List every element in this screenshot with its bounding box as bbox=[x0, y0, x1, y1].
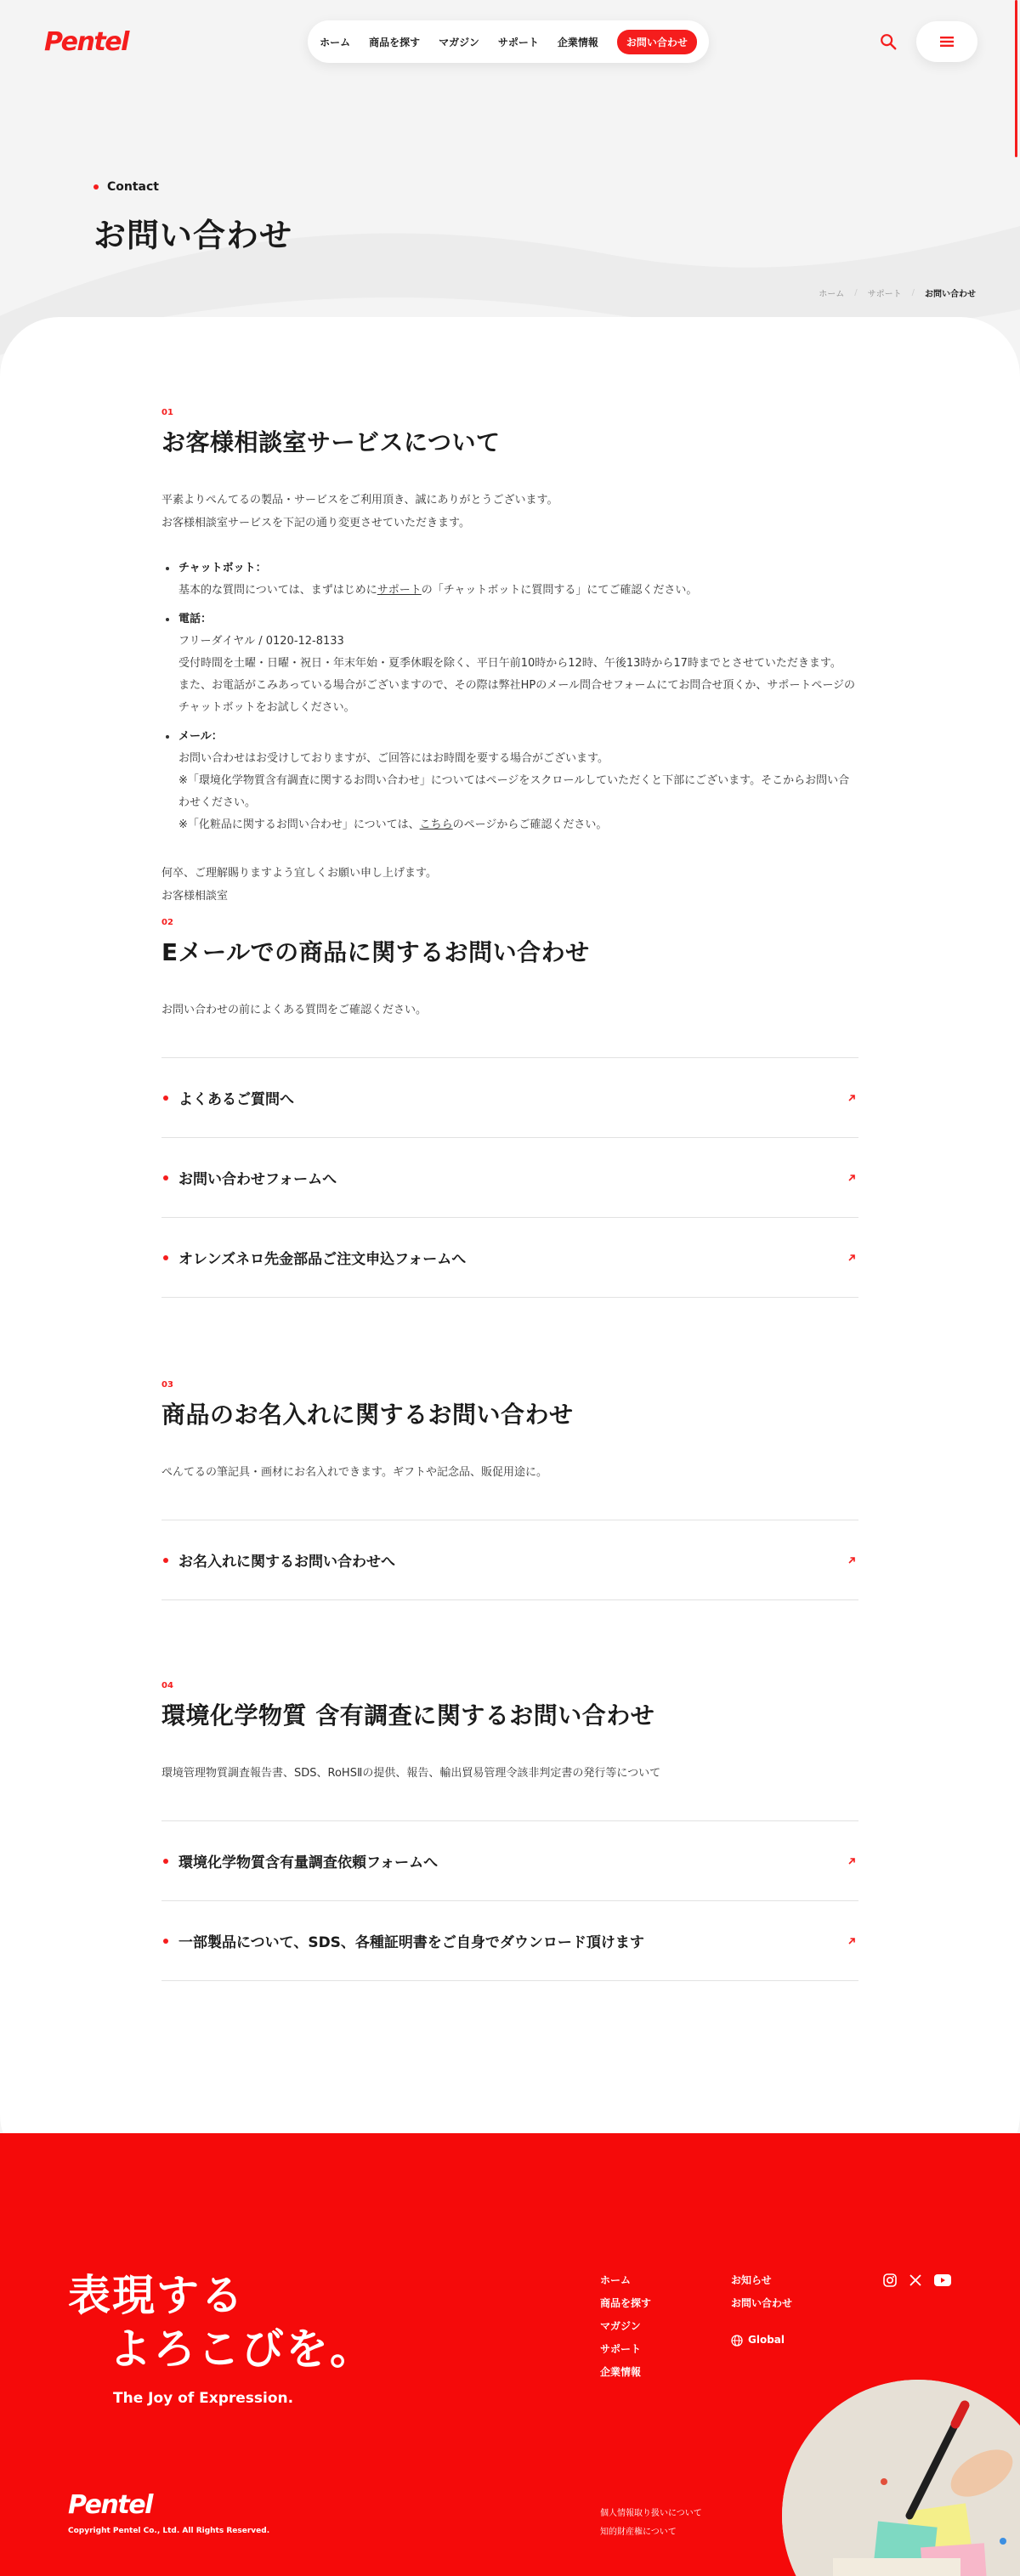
chatbot-heading: チャットボット： bbox=[178, 561, 267, 575]
intro-line: お客様相談室サービスを下記の通り変更させていただきます。 bbox=[162, 517, 470, 530]
section-name-engraving bbox=[162, 1380, 858, 1600]
section-number: 04 bbox=[162, 1681, 173, 1690]
nav-company[interactable]: 企業情報 bbox=[557, 36, 598, 48]
nav-magazine[interactable]: マガジン bbox=[439, 36, 479, 48]
footer-link-products[interactable]: 商品を探す bbox=[600, 2297, 652, 2309]
phone-heading: 電話： bbox=[178, 612, 212, 626]
closing-line: 何卒、ご理解賜りますよう宜しくお願い申し上げます。 bbox=[162, 866, 437, 880]
footer-tagline bbox=[68, 2269, 374, 2375]
link-row-orenz-order[interactable] bbox=[162, 1218, 858, 1298]
main-nav bbox=[308, 20, 709, 63]
footer-nav-col-2 bbox=[731, 2269, 792, 2352]
tagline-line-2: よろこびを。 bbox=[109, 2324, 374, 2374]
nav-products[interactable]: 商品を探す bbox=[369, 36, 421, 48]
pen-illustration bbox=[782, 2380, 1020, 2576]
chatbot-text bbox=[178, 580, 858, 602]
phone-line: 受付時間を土曜・日曜・祝日・年末年始・夏季休暇を除く、平日午前10時から12時、午後13時から17時までとさせていただきます。 bbox=[178, 656, 842, 670]
mail-heading: メール： bbox=[178, 729, 223, 743]
x-icon[interactable] bbox=[909, 2273, 922, 2287]
nav-home[interactable]: ホーム bbox=[320, 36, 351, 48]
bullet-dot bbox=[163, 1939, 168, 1944]
site-header bbox=[0, 0, 1020, 85]
link-text: よくあるご質問へ bbox=[178, 1091, 294, 1109]
link-row-faq[interactable] bbox=[162, 1058, 858, 1138]
chatbot-text-pre: 基本的な質問については、まずはじめに bbox=[178, 583, 377, 597]
copyright: Copyright Pentel Co., Ltd. All Rights Reserved. bbox=[68, 2527, 270, 2535]
bullet-dot bbox=[94, 184, 99, 190]
section-description: お問い合わせの前によくある質問をご確認ください。 bbox=[162, 1004, 428, 1016]
link-row-engraving[interactable] bbox=[162, 1520, 858, 1600]
bullet-dot bbox=[163, 1255, 168, 1260]
section-title: 環境化学物質 含有調査に関するお問い合わせ bbox=[162, 1701, 655, 1730]
section-description: 環境管理物質調査報告書、SDS、RoHSⅡの提供、報告、輸出貿易管理令該非判定書の発行等について bbox=[162, 1767, 661, 1780]
footer-link-home[interactable]: ホーム bbox=[600, 2274, 632, 2286]
tagline-english: The Joy of Expression. bbox=[113, 2390, 294, 2407]
cosmetics-link[interactable]: こちら bbox=[419, 818, 453, 831]
link-label bbox=[163, 1549, 395, 1571]
global-label: Global bbox=[748, 2334, 785, 2346]
hamburger-icon bbox=[940, 37, 954, 47]
link-text: お名入れに関するお問い合わせへ bbox=[178, 1554, 395, 1571]
mail-line-pre: ※「化粧品に関するお問い合わせ」については、 bbox=[178, 818, 420, 831]
mail-line-post: のページからご確認ください。 bbox=[452, 818, 608, 831]
link-text: お問い合わせフォームへ bbox=[178, 1171, 337, 1189]
chatbot-text-post: の「チャットボットに質問する」にてご確認ください。 bbox=[421, 583, 698, 597]
section-number: 02 bbox=[162, 918, 173, 927]
bullet-dot bbox=[163, 1175, 168, 1180]
footer-link-news[interactable]: お知らせ bbox=[731, 2274, 772, 2286]
footer-pen-photo bbox=[782, 2380, 1020, 2576]
external-arrow-icon bbox=[847, 1173, 857, 1183]
section-description: ぺんてるの筆記具・画材にお名入れできます。ギフトや記念品、販促用途に。 bbox=[162, 1466, 547, 1479]
section-number: 03 bbox=[162, 1380, 173, 1390]
footer-logo[interactable]: Pentel bbox=[68, 2490, 152, 2520]
section-title: お客様相談室サービスについて bbox=[162, 428, 501, 456]
privacy-link[interactable]: 個人情報取り扱いについて bbox=[600, 2509, 702, 2518]
service-item-phone bbox=[162, 609, 858, 719]
section-title: 商品のお名入れに関するお問い合わせ bbox=[162, 1401, 574, 1429]
footer-legal-links bbox=[600, 2505, 702, 2542]
social-links bbox=[883, 2273, 951, 2287]
link-list bbox=[162, 1820, 858, 1981]
tagline-line-1: 表現する bbox=[68, 2271, 245, 2320]
hero-eyebrow bbox=[94, 180, 159, 194]
external-arrow-icon bbox=[847, 1936, 857, 1946]
section-chemical-survey bbox=[162, 1681, 858, 1981]
link-label bbox=[163, 1087, 294, 1108]
external-arrow-icon bbox=[847, 1253, 857, 1263]
search-icon[interactable] bbox=[879, 32, 898, 51]
section-customer-service bbox=[162, 408, 858, 908]
page-title: お問い合わせ bbox=[94, 217, 293, 254]
link-row-sds-download[interactable] bbox=[162, 1901, 858, 1981]
section-intro bbox=[162, 489, 858, 535]
link-list bbox=[162, 1057, 858, 1298]
intro-line: 平素よりぺんてるの製品・サービスをご利用頂き、誠にありがとうございます。 bbox=[162, 494, 558, 507]
ip-link[interactable]: 知的財産権について bbox=[600, 2528, 677, 2537]
footer-link-support[interactable]: サポート bbox=[600, 2343, 642, 2355]
section-title: Eメールでの商品に関するお問い合わせ bbox=[162, 938, 590, 966]
footer-global-link[interactable] bbox=[731, 2329, 792, 2352]
bullet-dot bbox=[163, 1096, 168, 1101]
nav-support[interactable]: サポート bbox=[497, 36, 539, 48]
service-list bbox=[162, 558, 858, 836]
bullet-dot bbox=[163, 1859, 168, 1864]
link-row-chemical-form[interactable] bbox=[162, 1821, 858, 1901]
mail-line: ※「環境化学物質含有調査に関するお問い合わせ」についてはページをスクロールしていただくと下部にございます。そこからお問い合わせください。 bbox=[178, 773, 850, 809]
link-list bbox=[162, 1520, 858, 1600]
footer-link-contact[interactable]: お問い合わせ bbox=[731, 2297, 793, 2309]
section-email-inquiry bbox=[162, 918, 858, 1298]
link-row-contact-form[interactable] bbox=[162, 1138, 858, 1218]
breadcrumb-separator: / bbox=[854, 288, 858, 297]
scroll-indicator bbox=[1015, 0, 1017, 157]
instagram-icon[interactable] bbox=[883, 2273, 897, 2287]
external-arrow-icon bbox=[847, 1093, 857, 1103]
breadcrumb-current: お問い合わせ bbox=[925, 290, 976, 299]
link-label bbox=[163, 1247, 466, 1268]
nav-contact-button[interactable]: お問い合わせ bbox=[617, 30, 697, 54]
menu-button[interactable] bbox=[916, 21, 978, 62]
breadcrumb bbox=[819, 286, 976, 299]
phone-line: フリーダイヤル / 0120-12-8133 bbox=[178, 634, 344, 648]
link-label bbox=[163, 1167, 337, 1188]
phone-line: また、お電話がこみあっている場合がございますので、その際は弊社HPのメール問合せフォームにてお問合せ頂くか、サポートページのチャットボットをお試しください。 bbox=[178, 678, 856, 714]
link-label bbox=[163, 1850, 438, 1871]
footer-link-company[interactable]: 企業情報 bbox=[600, 2366, 642, 2378]
globe-icon bbox=[731, 2335, 743, 2347]
site-footer bbox=[0, 2133, 1020, 2576]
bullet-dot bbox=[163, 1558, 168, 1563]
eyebrow-label: Contact bbox=[107, 180, 159, 194]
footer-link-magazine[interactable]: マガジン bbox=[600, 2320, 641, 2332]
breadcrumb-home[interactable]: ホーム bbox=[819, 290, 845, 299]
link-text: 一部製品について、SDS、各種証明書をご自身でダウンロード頂けます bbox=[178, 1934, 644, 1952]
link-label bbox=[163, 1930, 644, 1951]
service-item-mail bbox=[162, 726, 858, 836]
external-arrow-icon bbox=[847, 1555, 857, 1565]
youtube-icon[interactable] bbox=[934, 2274, 951, 2286]
mail-line: お問い合わせはお受けしておりますが、ご回答にはお時間を要する場合がございます。 bbox=[178, 751, 609, 765]
link-text: オレンズネロ先金部品ご注文申込フォームへ bbox=[178, 1251, 467, 1269]
link-text: 環境化学物質含有量調査依頼フォームへ bbox=[178, 1854, 439, 1872]
section-number: 01 bbox=[162, 408, 173, 417]
breadcrumb-separator: / bbox=[911, 288, 915, 297]
closing-line: お客様相談室 bbox=[162, 889, 229, 903]
external-arrow-icon bbox=[847, 1856, 857, 1866]
footer-nav-col-1 bbox=[600, 2269, 651, 2384]
pentel-logo[interactable]: Pentel bbox=[44, 27, 128, 57]
support-link[interactable]: サポート bbox=[377, 583, 422, 597]
breadcrumb-support[interactable]: サポート bbox=[867, 290, 902, 299]
mail-line bbox=[178, 814, 858, 836]
closing-text bbox=[162, 862, 858, 909]
service-item-chatbot bbox=[162, 558, 858, 602]
